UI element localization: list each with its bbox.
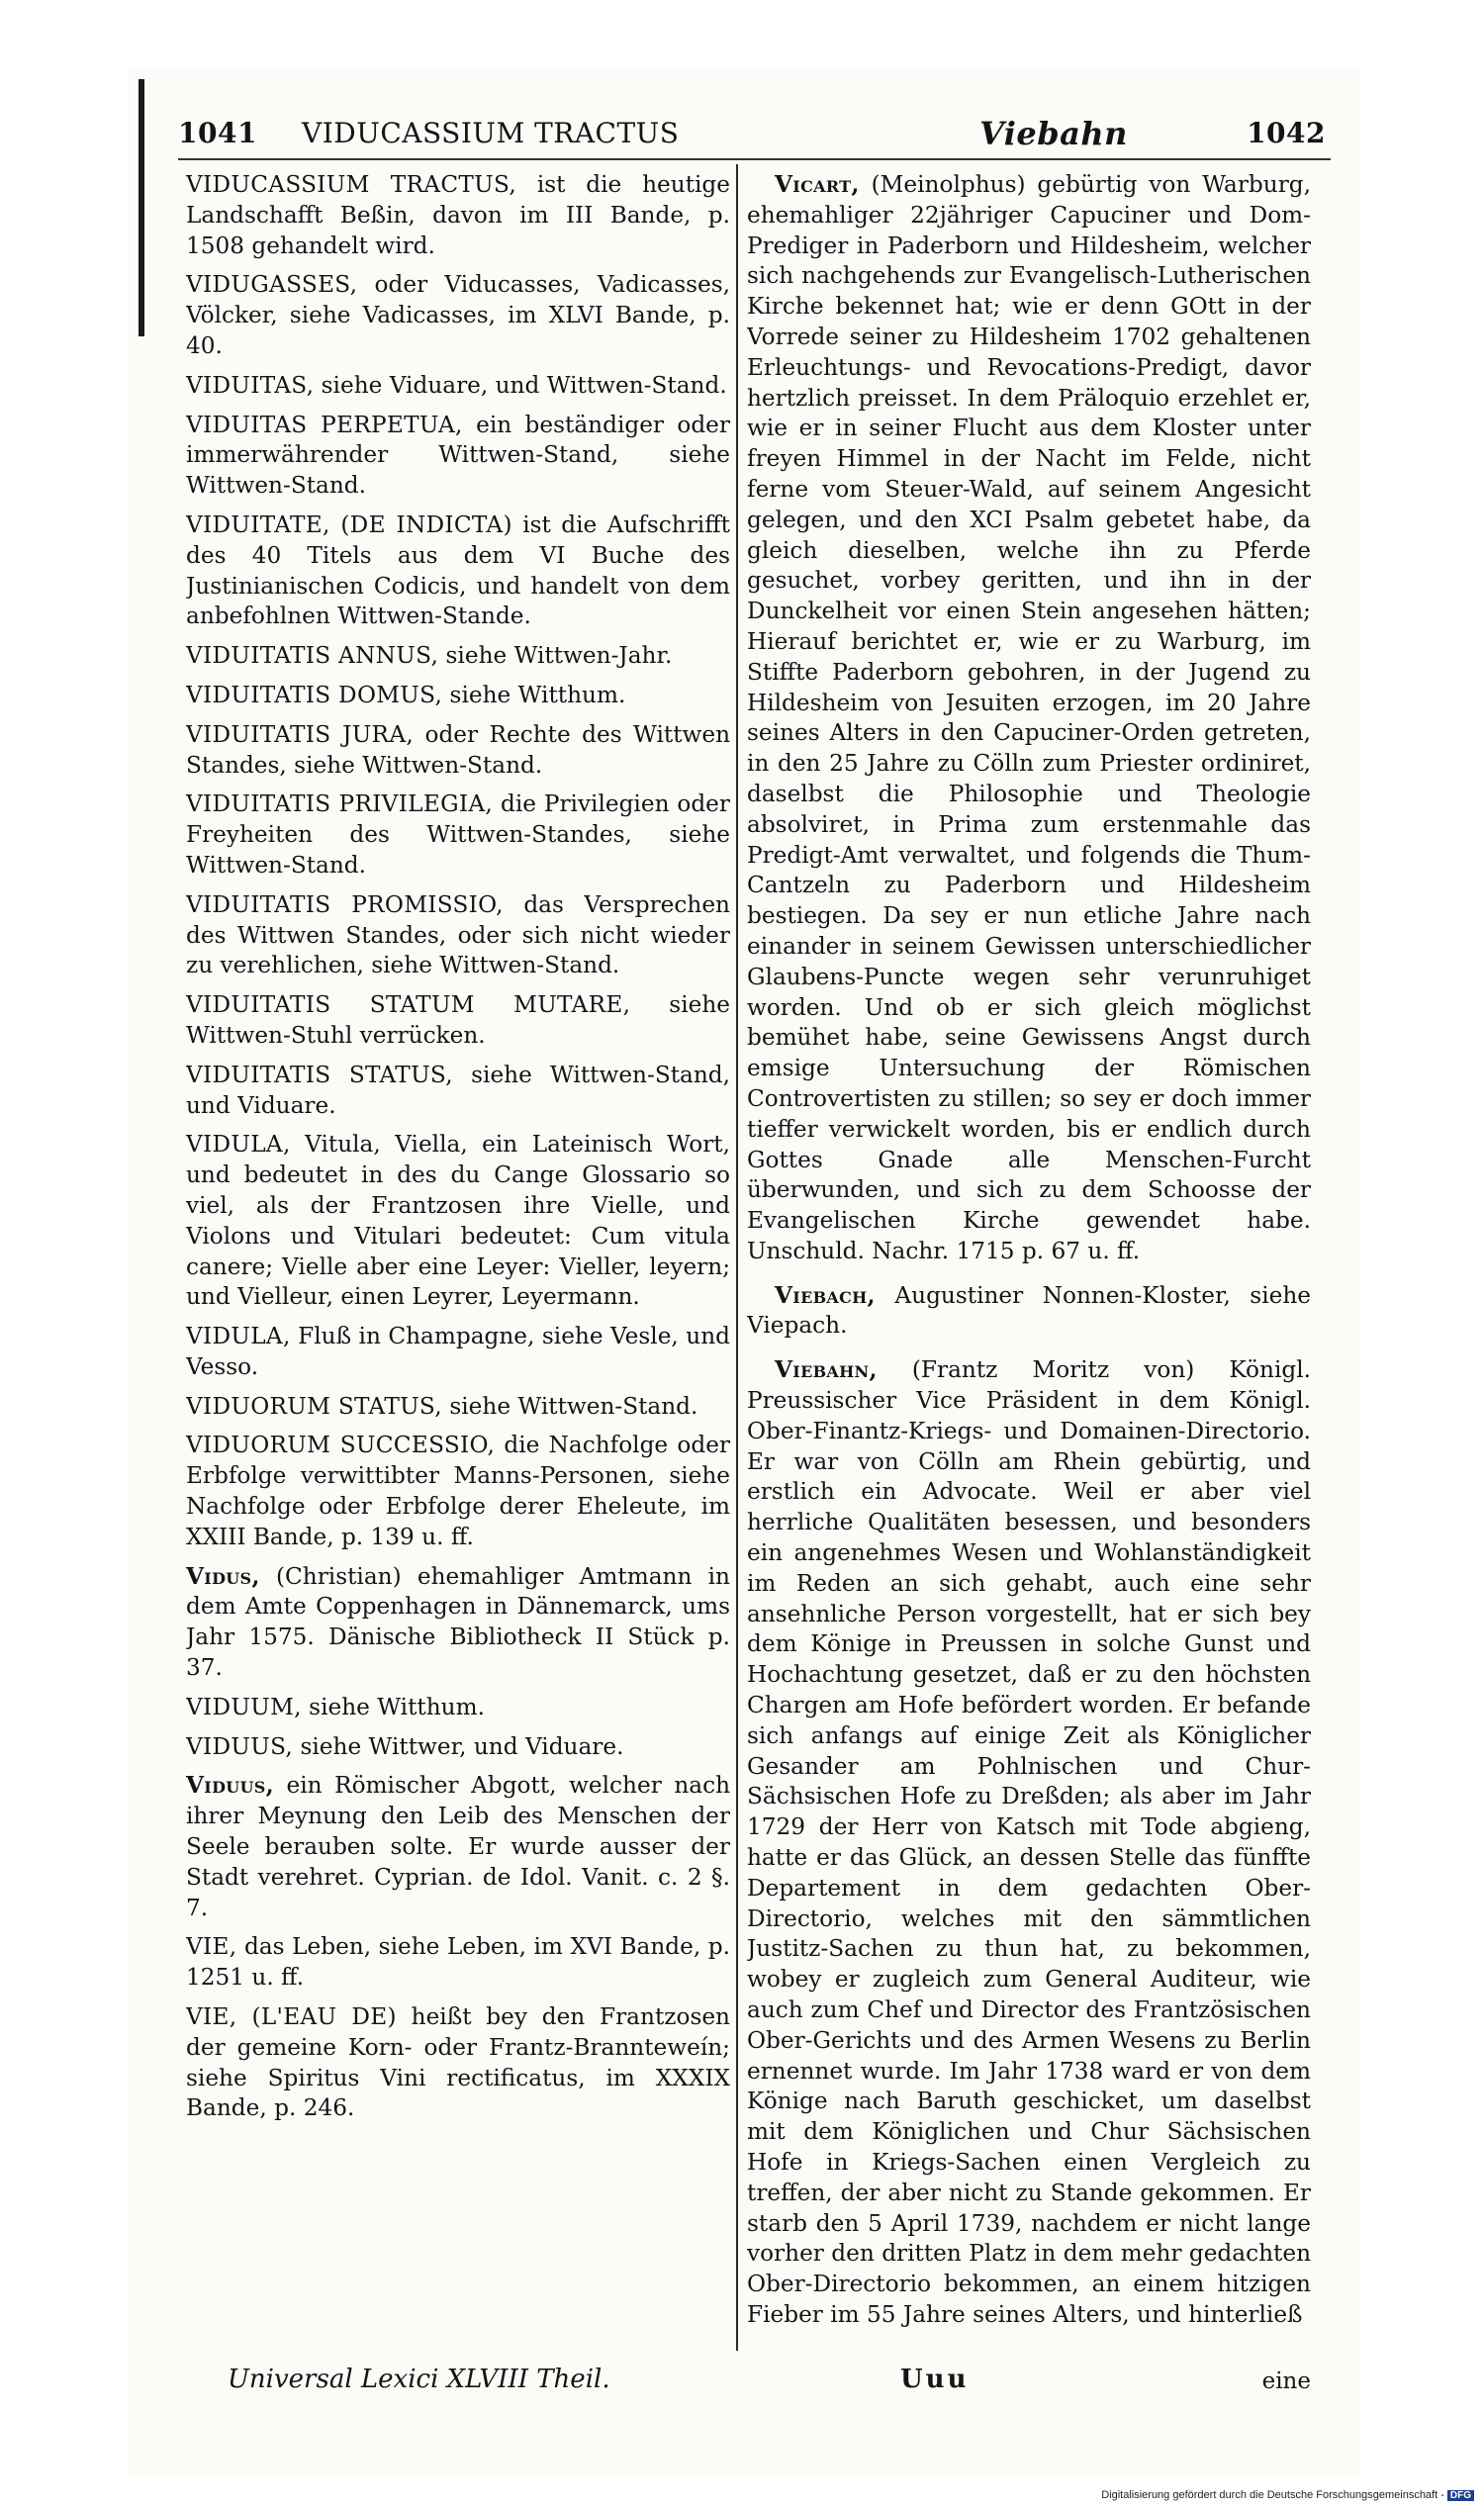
entry <box>186 990 730 1052</box>
entry-text: die Nachfolge oder Erbfolge verwittibter Manns-Personen, siehe Nachfolge oder Erbfolge derer Eheleute, im XXIII Bande, p. 139 u. ff. <box>186 1432 730 1550</box>
entry-text: siehe Wittwen-Stand, und Viduare. <box>186 1061 730 1119</box>
right-column <box>747 170 1311 2357</box>
entry <box>186 1061 730 1122</box>
entry-text: siehe Witthum. <box>309 1693 485 1720</box>
page-footer <box>178 2365 1326 2404</box>
entry-text: (Christian) ehemahliger Amtmann in dem Amte Coppenhagen in Dännemarck, ums Jahr 1575. Dänische Bibliotheck II Stück p. 37. <box>186 1562 730 1682</box>
entry-headword: Viebahn, <box>775 1356 878 1384</box>
entry <box>186 2002 730 2124</box>
entry <box>747 1281 1311 1343</box>
entry-text: heißt bey den Frantzosen der gemeine Korn- oder Frantz-Brannteweín; siehe Spiritus Vini rectificatus, im XXXIX Bande, p. 246. <box>186 2003 730 2122</box>
entry <box>747 170 1311 1267</box>
entry <box>186 1562 730 1684</box>
left-column <box>186 170 730 2357</box>
entry-text: oder Viducasses, Vadicasses, Völcker, siehe Vadicasses, im XLVI Bande, p. 40. <box>186 271 730 359</box>
entry-text: ist die Aufschrifft des 40 Titels aus dem VI Buche des Justinianischen Codicis, und handelt von dem anbefohlnen Wittwen-Stande. <box>186 511 730 630</box>
entry <box>186 789 730 881</box>
entry <box>186 511 730 632</box>
entry-headword: VIDUCASSIUM TRACTUS, <box>186 171 517 198</box>
signature-title: Universal Lexici XLVIII Theil. <box>228 2365 610 2394</box>
entry-text: siehe Wittwen-Stand. <box>449 1392 698 1420</box>
entry-headword: VIE, (L'EAU DE) <box>186 2003 397 2031</box>
entry-text: ein beständiger oder immerwährender Wittwen-Stand, siehe Wittwen-Stand. <box>186 411 730 500</box>
entry <box>186 1130 730 1313</box>
running-header <box>178 117 1326 160</box>
entry <box>186 270 730 361</box>
header-rule <box>178 158 1331 160</box>
entry-headword: VIDUITATIS ANNUS, <box>186 642 439 670</box>
entry-text: siehe Wittwen-Stuhl verrücken. <box>186 991 730 1049</box>
entry <box>186 1932 730 1994</box>
entry-headword: VIDUITATIS JURA, <box>186 720 415 748</box>
entry <box>186 1322 730 1383</box>
entry-headword: VIDUITATE, (DE INDICTA) <box>186 511 512 538</box>
entry-headword: VIDUITAS PERPETUA, <box>186 411 463 438</box>
entry-headword: VIDUGASSES, <box>186 271 358 299</box>
entry-headword: Viduus, <box>186 1772 274 1800</box>
page-number-left: 1041 <box>178 117 257 149</box>
entry <box>186 1431 730 1552</box>
running-title-left: VIDUCASSIUM TRACTUS <box>302 117 680 149</box>
entry <box>186 1693 730 1723</box>
running-title-right: Viebahn <box>979 115 1128 152</box>
entry-headword: VIDUORUM SUCCESSIO, <box>186 1432 496 1459</box>
entry-headword: VIDUITATIS PRIVILEGIA, <box>186 790 494 818</box>
entry-headword: VIDUUS, <box>186 1732 294 1760</box>
entry-headword: VIDULA, <box>186 1131 291 1159</box>
entry-text: die Privilegien oder Freyheiten des Wittwen-Standes, siehe Wittwen-Stand. <box>186 790 730 879</box>
entry-text: (Meinolphus) gebürtig von Warburg, ehemahliger 22jähriger Capuciner und Dom-Prediger in Paderborn und Hildesheim, welcher sich nachgehends zur Evangelisch-Lutherischen Kirche bekennet hat; wie er denn GOtt in der Vorrede seiner zu Hildesheim 1702 gehaltenen Erleuchtungs- und Revocations-Predigt, davor hertzlich preisset. In dem Präloquio erzehlet er, wie er in seiner Flucht aus dem Kloster unter freyen Himmel in der Nacht im Felde, nicht ferne vom Steuer-Wald, auf seinem Angesicht gelegen, und den XCI Psalm gebetet habe, da gleich dieselben, welche ihn zu Pferde gesuchet, vorbey geritten, und ihn in der Dunckelheit vor einen Stein angesehen hätten; Hierauf berichtet er, wie er zu Warburg, im Stiffte Paderborn gebohren, in der Jugend zu Hildesheim von Jesuiten erzogen, im 20 Jahre seines Alters in den Capuciner-Orden getreten, in den 25 Jahre zu Cölln zum Priester ordiniret, daselbst die Philosophie und Theologie absolviret, in Prima zum erstenmahle das Predigt-Amt verwaltet, und folgends die Thum-Cantzeln zu Paderborn und Hildesheim bestiegen. Da sey er nun etliche Jahre nach einander in seinem Gewissen unterschiedlicher Glaubens-Puncte wegen sehr verunruhiget worden. Und ob er sich gleich möglichst bemühet habe, seine Gewissens Angst durch emsige Untersuchung der Römischen Controvertisten zu stillen; so sey er doch immer tieffer verwickelt worden, bis er endlich durch Gottes Gnade alle Menschen-Furcht überwunden, und sich zu dem Schoosse der Evangelischen Kirche gewendet habe. Unschuld. Nachr. 1715 p. 67 u. ff. <box>747 171 1311 1264</box>
entry-headword: VIDUITATIS DOMUS, <box>186 681 443 708</box>
entry-headword: VIDUITATIS PROMISSIO, <box>186 890 504 918</box>
digitization-credit <box>1101 2489 1474 2501</box>
entry-headword: VIDULA, <box>186 1323 291 1350</box>
entry <box>186 641 730 672</box>
entry-text: siehe Wittwer, und Viduare. <box>300 1732 624 1760</box>
entry-text: das Leben, siehe Leben, im XVI Bande, p. 1251 u. ff. <box>186 1933 730 1992</box>
entry-text: Fluß in Champagne, siehe Vesle, und Vesso. <box>186 1323 730 1380</box>
binding-edge-line <box>139 79 144 336</box>
catchword: eine <box>1261 2368 1311 2394</box>
column-divider <box>736 164 738 2351</box>
dfg-logo: DFG <box>1447 2490 1474 2501</box>
page-number-right: 1042 <box>1247 117 1326 149</box>
entry-headword: Viebach, <box>775 1281 876 1309</box>
entry-headword: Vidus, <box>186 1562 260 1590</box>
entry <box>186 1771 730 1923</box>
entry-text: siehe Wittwen-Jahr. <box>445 642 673 670</box>
entry-text: Vitula, Viella, ein Lateinisch Wort, und bedeutet in des du Cange Glossario so viel, als der Frantzosen ihre Vielle, und Violons und Vitulari bedeutet: Cum vitula canere; Vielle aber eine Leyer: Vieller, leyern; und Vielleur, einen Leyrer, Leyermann. <box>186 1131 730 1311</box>
signature-mark: Uuu <box>900 2365 970 2394</box>
entry-text: siehe Witthum. <box>449 681 626 708</box>
entry-headword: VIDUUM, <box>186 1693 302 1720</box>
entry-headword: VIDUITATIS STATUM MUTARE, <box>186 991 631 1019</box>
entry-text: das Versprechen des Wittwen Standes, oder sich nicht wieder zu verehlichen, siehe Wittwen-Stand. <box>186 890 730 979</box>
entry-headword: VIDUITAS, <box>186 371 315 399</box>
entry <box>186 411 730 502</box>
entry <box>186 681 730 711</box>
credit-text: Digitalisierung gefördert durch die Deutsche Forschungsgemeinschaft - <box>1101 2489 1444 2501</box>
entry-headword: Vicart, <box>775 171 860 198</box>
entry-text: ist die heutige Landschafft Beßin, davon im III Bande, p. 1508 gehandelt wird. <box>186 171 730 259</box>
entry-text: oder Rechte des Wittwen Standes, siehe Wittwen-Stand. <box>186 720 730 779</box>
entry-text: ein Römischer Abgott, welcher nach ihrer Meynung den Leib des Menschen der Seele berauben solte. Er wurde ausser der Stadt verehret. Cyprian. de Idol. Vanit. c. 2 §. 7. <box>186 1772 730 1921</box>
entry-text: Augustiner Nonnen-Kloster, siehe Viepach. <box>747 1281 1311 1340</box>
entry-headword: VIDUITATIS STATUS, <box>186 1061 453 1088</box>
entry <box>186 1732 730 1763</box>
entry-text: (Frantz Moritz von) Königl. Preussischer Vice Präsident in dem Königl. Ober-Finantz-Kriegs- und Domainen-Directorio. Er war von Cölln am Rhein gebürtig, und erstlich ein Advocate. Weil er aber viel herrliche Qualitäten besessen, und besonders ein angenehmes Wesen und Wohlanständigkeit im Reden an sich gehabt, auch eine sehr ansehnliche Person vorgestellt, hat er sich bey dem Könige in Preussen in solche Gunst und Hochachtung gesetzet, daß er zu den höchsten Chargen am Hofe befördert worden. Er befande sich anfangs auf einige Zeit als Königlicher Gesander am Pohlnischen und Chur-Sächsischen Hofe zu Dreßden; als aber im Jahr 1729 der Herr von Katsch mit Tode abgieng, hatte er das Glück, an dessen Stelle das fünffte Departement in dem gedachten Ober-Directorio, welches mit den sämmtlichen Justitz-Sachen zu thun hat, zu bekommen, wobey er zugleich zum General Auditeur, wie auch zum Chef und Director des Frantzösischen Ober-Gerichts und des Armen Wesens zu Berlin ernennet wurde. Im Jahr 1738 ward er von dem Könige nach Baruth geschicket, um daselbst mit dem Königlichen und Chur Sächsischen Hofe in Kriegs-Sachen einen Vergleich zu treffen, der aber nicht zu Stande gekommen. Er starb den 5 April 1739, nachdem er nicht lange vorher den dritten Platz in dem mehr gedachten Ober-Directorio bekommen, an einem hitzigen Fieber im 55 Jahre seines Alters, und hinterließ <box>747 1356 1311 2328</box>
entry <box>747 1355 1311 2331</box>
entry <box>186 371 730 402</box>
entry <box>186 890 730 981</box>
entry <box>186 720 730 782</box>
entry-headword: VIE, <box>186 1933 237 1961</box>
entry-text: siehe Viduare, und Wittwen-Stand. <box>321 371 727 399</box>
entry <box>186 1392 730 1423</box>
entry-headword: VIDUORUM STATUS, <box>186 1392 442 1420</box>
entry <box>186 170 730 261</box>
